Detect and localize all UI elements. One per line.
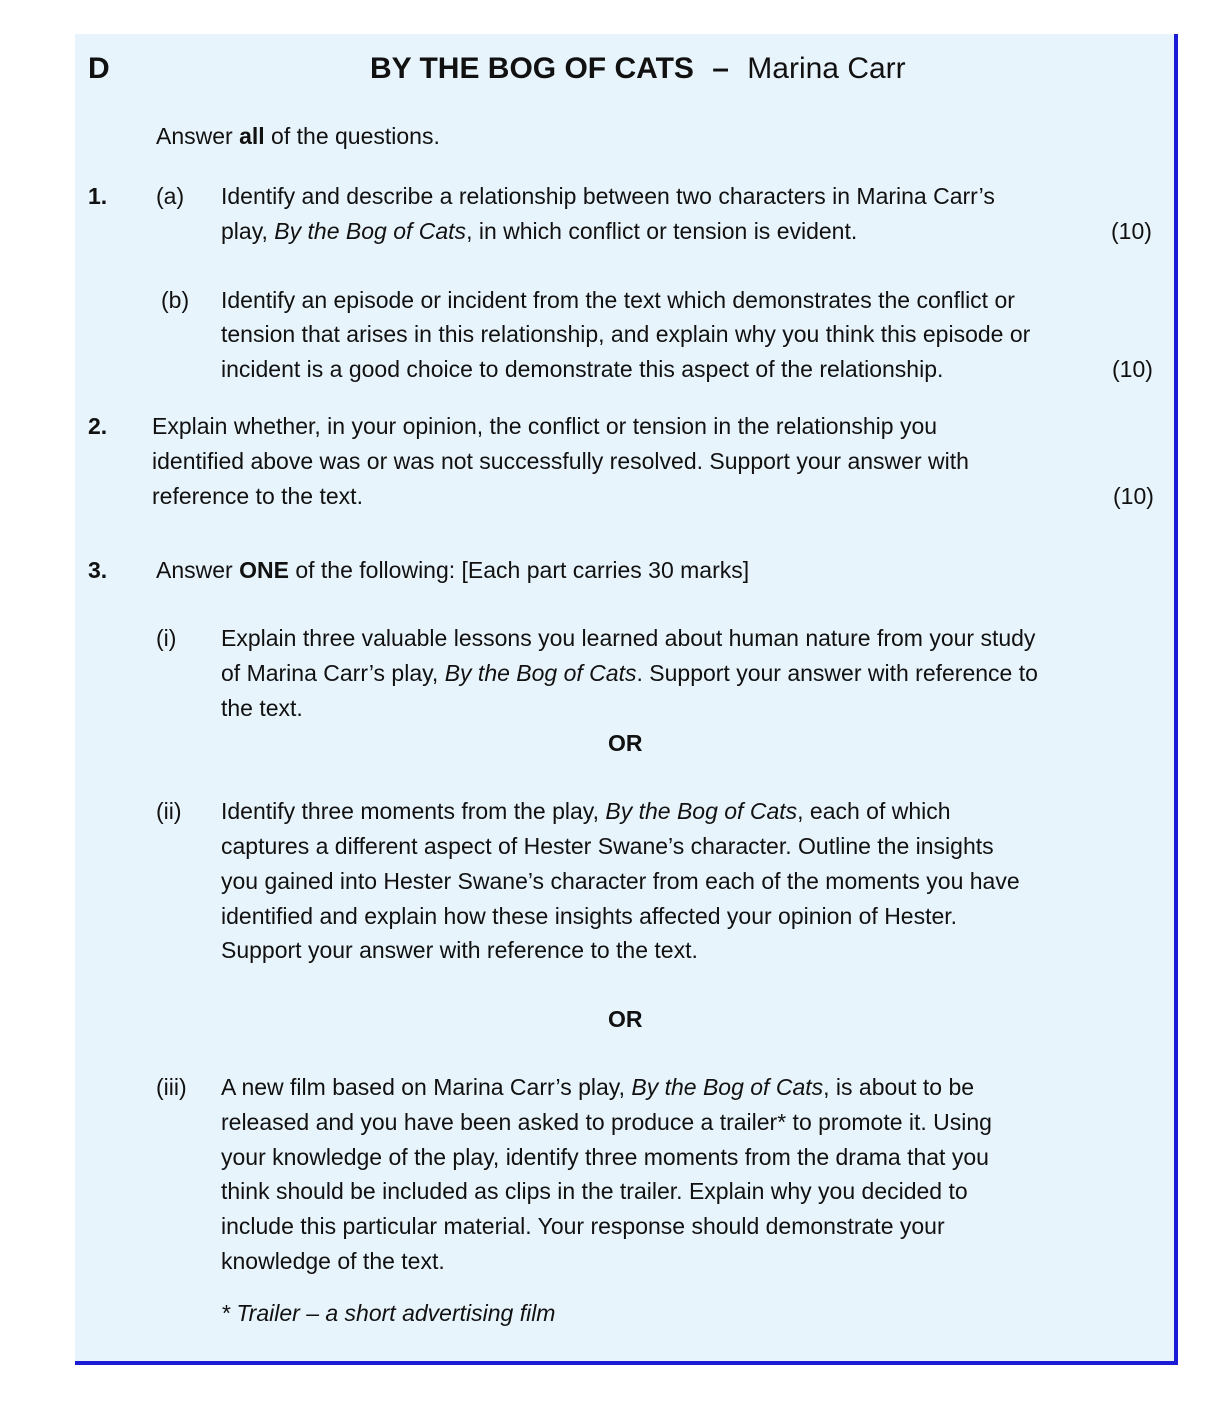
question-3ii-line-1: Identify three moments from the play, By the Bog of Cats, each of which (221, 798, 951, 824)
question-1b-label: (b) (161, 287, 190, 313)
play-author: Marina Carr (747, 52, 906, 85)
question-1a-line-1: Identify and describe a relationship between two characters in Marina Carr’s (221, 183, 995, 209)
question-3ii-line-3: you gained into Hester Swane’s character from each of the moments you have (221, 868, 1020, 894)
question-3i-line-2: of Marina Carr’s play, By the Bog of Cats. Support your answer with reference to (221, 660, 1038, 686)
question-1a-line-2: play, By the Bog of Cats, in which conflict or tension is evident. (221, 218, 858, 244)
play-title: BY THE BOG OF CATS (370, 52, 694, 85)
question-3iii-line-4: think should be included as clips in the trailer. Explain why you decided to (221, 1178, 968, 1204)
question-3iii-line-3: your knowledge of the play, identify three moments from the drama that you (221, 1144, 989, 1170)
question-2-line-2: identified above was or was not successfully resolved. Support your answer with (152, 448, 969, 474)
question-1a-marks: (10) (1111, 218, 1152, 244)
or-divider-1: OR (608, 730, 643, 756)
question-1b-line-2: tension that arises in this relationship, and explain why you think this episode or (221, 321, 1031, 347)
question-3iii-line-2: released and you have been asked to produce a trailer* to promote it. Using (221, 1109, 992, 1135)
question-1a-label: (a) (156, 183, 185, 209)
question-3-intro: Answer ONE of the following: [Each part carries 30 marks] (156, 557, 750, 583)
instruction: Answer all of the questions. (156, 123, 440, 149)
question-2-marks: (10) (1113, 483, 1154, 509)
question-3i-line-3: the text. (221, 695, 303, 721)
question-1b-marks: (10) (1112, 356, 1153, 382)
question-1b-line-1: Identify an episode or incident from the text which demonstrates the conflict or (221, 287, 1015, 313)
title-dash: – (712, 52, 729, 85)
trailer-footnote: * Trailer – a short advertising film (221, 1300, 556, 1326)
question-1-number: 1. (88, 183, 108, 209)
question-3-number: 3. (88, 557, 108, 583)
section-title (370, 49, 906, 89)
question-3ii-line-4: identified and explain how these insights affected your opinion of Hester. (221, 903, 958, 929)
question-3iii-line-6: knowledge of the text. (221, 1248, 445, 1274)
question-1b-line-3: incident is a good choice to demonstrate this aspect of the relationship. (221, 356, 944, 382)
section-letter: D (88, 52, 110, 85)
question-3i-label: (i) (156, 625, 177, 651)
question-3ii-line-5: Support your answer with reference to the text. (221, 937, 698, 963)
question-2-number: 2. (88, 413, 108, 439)
question-3i-line-1: Explain three valuable lessons you learned about human nature from your study (221, 625, 1036, 651)
or-divider-2: OR (608, 1006, 643, 1032)
question-3ii-label: (ii) (156, 798, 182, 824)
question-2-line-3: reference to the text. (152, 483, 363, 509)
question-3ii-line-2: captures a different aspect of Hester Swane’s character. Outline the insights (221, 833, 994, 859)
question-3iii-label: (iii) (156, 1074, 187, 1100)
question-2-line-1: Explain whether, in your opinion, the conflict or tension in the relationship you (152, 413, 938, 439)
question-3iii-line-5: include this particular material. Your response should demonstrate your (221, 1213, 945, 1239)
question-3iii-line-1: A new film based on Marina Carr’s play, By the Bog of Cats, is about to be (221, 1074, 975, 1100)
